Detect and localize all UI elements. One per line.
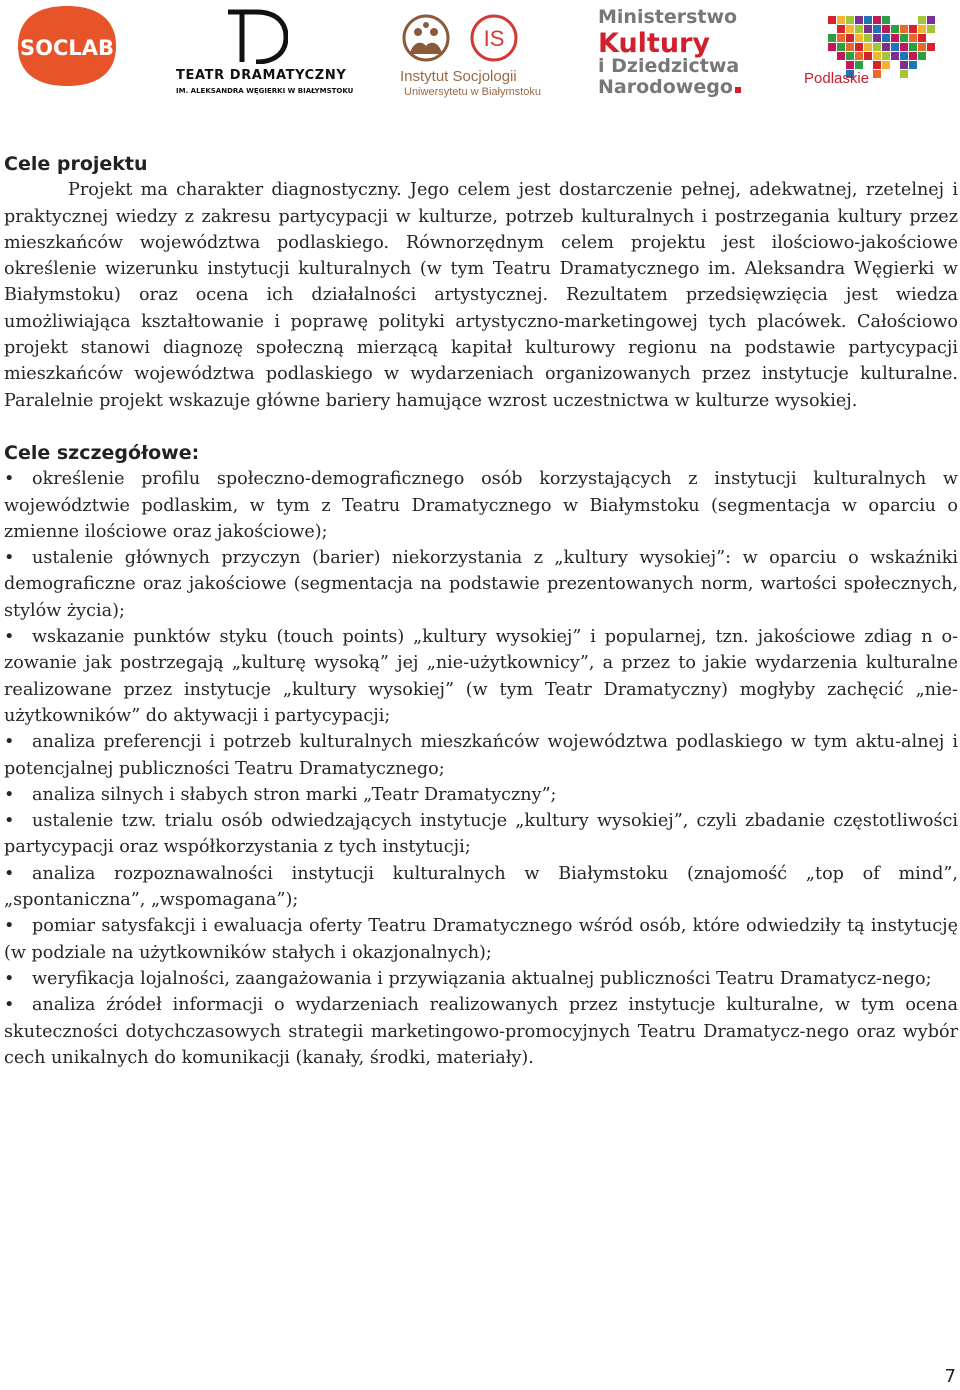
mosaic-tile bbox=[909, 61, 917, 69]
mosaic-tile bbox=[891, 43, 899, 51]
mosaic-tile bbox=[873, 52, 881, 60]
mosaic-tile bbox=[891, 52, 899, 60]
mosaic-tile bbox=[846, 43, 854, 51]
soclab-logo bbox=[16, 4, 118, 88]
section-heading-cele-projektu: Cele projektu bbox=[4, 153, 148, 175]
mosaic-tile bbox=[909, 43, 917, 51]
teatr-dramatyczny-logo bbox=[176, 8, 354, 98]
mosaic-tile bbox=[864, 43, 872, 51]
mosaic-tile bbox=[873, 61, 881, 69]
project-goals-text: Projekt ma charakter diagnostyczny. Jego celem jest dostarczenie pełnej, adekwatnej, rzetelnej i praktycznej wiedzy z zakresu partycypacji w kulturze, potrzeb kulturalnych i postrzegania kultury przez mieszkańców województwa podlaskiego. Równorzędnym celem projektu jest ilościowo-jakościowe określenie wizerunku instytucji kulturalnych (w tym Teatru Dramatycznego im. Aleksandra Węgierki w Białymstoku) oraz ocena ich działalności artystycznej. Rezultatem przedsięwzięcia jest wiedza umożliwiająca kształtowanie i poprawę polityki artystyczno-marketingowej tych placówek. Całościowo projekt stanowi diagnozę społeczną mierzącą kapitał kulturowy regionu na podstawie partycypacji mieszkańców województwa podlaskiego w wydarzeniach organizowanych przez instytucje kulturalne. Paralelnie projekt wskazuje główne bariery hamujące wzrost uczestnictwa w kulturze wysokiej. bbox=[4, 180, 958, 411]
teatr-subtitle: IM. ALEKSANDRA WĘGIERKI W BIAŁYMSTOKU bbox=[176, 87, 354, 95]
mosaic-tile bbox=[855, 16, 863, 24]
mosaic-tile bbox=[837, 43, 845, 51]
list-item bbox=[4, 466, 958, 545]
bullet-icon bbox=[4, 861, 32, 887]
list-item-text: analiza preferencji i potrzeb kulturalnych mieszkańców województwa podlaskiego w tym aktu-alnej i potencjalnej publiczności Teatru Dramatycznego; bbox=[4, 732, 958, 779]
list-item bbox=[4, 861, 958, 914]
mkidn-dot-icon bbox=[735, 87, 741, 93]
instytut-name: Instytut Socjologii bbox=[400, 68, 517, 85]
instytut-heads-icon bbox=[400, 14, 524, 66]
list-item-text: ustalenie głównych przyczyn (barier) niekorzystania z „kultury wysokiej”: w oparciu o wskaźniki demograficzne oraz jakościowe (segmentacja na podstawie prezentowanych norm, wartości społecznych, stylów życia); bbox=[4, 548, 958, 621]
mosaic-tile bbox=[873, 16, 881, 24]
list-item-text: analiza źródeł informacji o wydarzeniach realizowanych przez instytucje kulturalne, w tym ocena skuteczności dotychczasowych strategii marketingowo-promocyjnych Teatru Dramatycz-nego oraz wybór cech unikalnych do komunikacji (kanały, środki, materiały). bbox=[4, 995, 958, 1068]
mosaic-tile bbox=[882, 61, 890, 69]
instytut-subtitle: Uniwersytetu w Białymstoku bbox=[404, 86, 541, 98]
list-item bbox=[4, 966, 958, 992]
list-item-text: wskazanie punktów styku (touch points) „kultury wysokiej” i popularnej, tzn. jakościowe zdiag n o-zowanie jak postrzegają „kulturę wysoką” jej „nie-użytkownicy”, a przez to jakie wydarzenia kulturalne realizowane przez instytucje „kultury wysokiej” (w tym Teatr Dramatyczny) mogłyby zachęcić „nie-użytkowników” do aktywacji i partycypacji; bbox=[4, 627, 958, 726]
mosaic-tile bbox=[900, 25, 908, 33]
bullet-icon bbox=[4, 782, 32, 808]
mosaic-tile bbox=[927, 25, 935, 33]
list-item-text: analiza rozpoznawalności instytucji kulturalnych w Białymstoku (znajomość „top of mind”, „spontaniczna”, „wspomagana”); bbox=[4, 863, 958, 911]
mosaic-tile bbox=[864, 34, 872, 42]
teatr-td-mark-icon bbox=[226, 8, 288, 64]
mosaic-tile bbox=[882, 16, 890, 24]
mosaic-tile bbox=[855, 43, 863, 51]
mosaic-tile bbox=[846, 52, 854, 60]
mosaic-tile bbox=[855, 61, 863, 69]
instytut-socjologii-logo bbox=[396, 14, 541, 100]
mosaic-tile bbox=[909, 34, 917, 42]
section-spacer bbox=[4, 414, 958, 440]
bullet-icon bbox=[4, 913, 32, 939]
mkidn-line-4: Narodowego bbox=[598, 76, 733, 98]
mosaic-tile bbox=[918, 34, 926, 42]
mosaic-tile bbox=[918, 52, 926, 60]
bullet-icon bbox=[4, 992, 32, 1018]
mosaic-tile bbox=[882, 25, 890, 33]
list-item-text: analiza silnych i słabych stron marki „Teatr Dramatyczny”; bbox=[32, 784, 557, 805]
mosaic-tile bbox=[918, 25, 926, 33]
mkidn-line-3: i Dziedzictwa bbox=[598, 55, 740, 77]
podlaskie-logo bbox=[798, 14, 940, 90]
mosaic-tile bbox=[837, 34, 845, 42]
mosaic-tile bbox=[855, 34, 863, 42]
mosaic-tile bbox=[846, 25, 854, 33]
is-mark-text: IS bbox=[483, 26, 505, 51]
list-item-text: ustalenie tzw. trialu osób odwiedzających instytucje „kultury wysokiej”, czyli zbadanie częstotliwości partycypacji oraz współkorzystania z tych instytucji; bbox=[4, 811, 958, 858]
list-item bbox=[4, 913, 958, 966]
mosaic-tile bbox=[909, 25, 917, 33]
mosaic-tile bbox=[855, 25, 863, 33]
mosaic-tile bbox=[900, 52, 908, 60]
mosaic-tile bbox=[837, 52, 845, 60]
mosaic-tile bbox=[837, 16, 845, 24]
mosaic-tile bbox=[918, 16, 926, 24]
section-heading-cele-szczegolowe: Cele szczegółowe: bbox=[4, 441, 200, 464]
mosaic-tile bbox=[837, 25, 845, 33]
mkidn-line-1: Ministerstwo bbox=[598, 6, 738, 28]
bullet-icon bbox=[4, 466, 32, 492]
mosaic-tile bbox=[900, 61, 908, 69]
list-item bbox=[4, 782, 958, 808]
mosaic-tile bbox=[873, 34, 881, 42]
mosaic-tile bbox=[927, 16, 935, 24]
mosaic-tile bbox=[864, 25, 872, 33]
list-item bbox=[4, 808, 958, 861]
mosaic-tile bbox=[864, 52, 872, 60]
mosaic-tile bbox=[873, 25, 881, 33]
mosaic-tile bbox=[873, 70, 881, 78]
teatr-name: TEATR DRAMATYCZNY bbox=[176, 68, 347, 83]
bullet-icon bbox=[4, 966, 32, 992]
detailed-goals-list bbox=[4, 466, 958, 1071]
mosaic-tile bbox=[882, 52, 890, 60]
mkidn-line-4-wrap bbox=[598, 78, 741, 97]
mosaic-tile bbox=[891, 34, 899, 42]
soclab-text: SOCLAB bbox=[19, 36, 115, 60]
mosaic-tile bbox=[864, 16, 872, 24]
mosaic-tile bbox=[873, 43, 881, 51]
list-item-text: weryfikacja lojalności, zaangażowania i przywiązania aktualnej publiczności Teatru Dramatycz-nego; bbox=[32, 968, 932, 989]
bullet-icon bbox=[4, 729, 32, 755]
mosaic-tile bbox=[927, 43, 935, 51]
mosaic-tile bbox=[846, 16, 854, 24]
document-body bbox=[4, 151, 958, 1071]
list-item bbox=[4, 624, 958, 729]
list-item bbox=[4, 545, 958, 624]
mosaic-tile bbox=[900, 43, 908, 51]
bullet-icon bbox=[4, 545, 32, 571]
bullet-icon bbox=[4, 808, 32, 834]
mosaic-tile bbox=[900, 34, 908, 42]
mosaic-tile bbox=[891, 25, 899, 33]
list-item-text: określenie profilu społeczno-demograficznego osób korzystających z instytucji kulturalnych w województwie podlaskim, w tym z Teatru Dramatycznego w Białymstoku (segmentacja w oparciu o zmienne ilościowe oraz jakościowe); bbox=[4, 469, 958, 542]
mosaic-tile bbox=[828, 16, 836, 24]
mosaic-tile bbox=[855, 52, 863, 60]
list-item bbox=[4, 992, 958, 1071]
page-number: 7 bbox=[944, 1366, 956, 1387]
mosaic-tile bbox=[882, 34, 890, 42]
ministerstwo-kultury-logo bbox=[598, 6, 758, 98]
logo-strip bbox=[0, 0, 960, 110]
mosaic-tile bbox=[846, 61, 854, 69]
mosaic-tile bbox=[828, 34, 836, 42]
soclab-badge-icon bbox=[16, 4, 118, 88]
mosaic-tile bbox=[900, 70, 908, 78]
mosaic-tile bbox=[918, 43, 926, 51]
podlaskie-name: Podlaskie bbox=[804, 70, 870, 87]
mkidn-line-2: Kultury bbox=[598, 28, 710, 59]
mosaic-tile bbox=[828, 43, 836, 51]
mosaic-tile bbox=[846, 34, 854, 42]
bullet-icon bbox=[4, 624, 32, 650]
list-item bbox=[4, 729, 958, 782]
list-item-text: pomiar satysfakcji i ewaluacja oferty Teatru Dramatycznego wśród osób, które odwiedziły tą instytucję (w podziale na użytkowników stałych i okazjonalnych); bbox=[4, 916, 958, 963]
mosaic-tile bbox=[909, 52, 917, 60]
project-goals-paragraph bbox=[4, 177, 958, 414]
mosaic-tile bbox=[882, 43, 890, 51]
